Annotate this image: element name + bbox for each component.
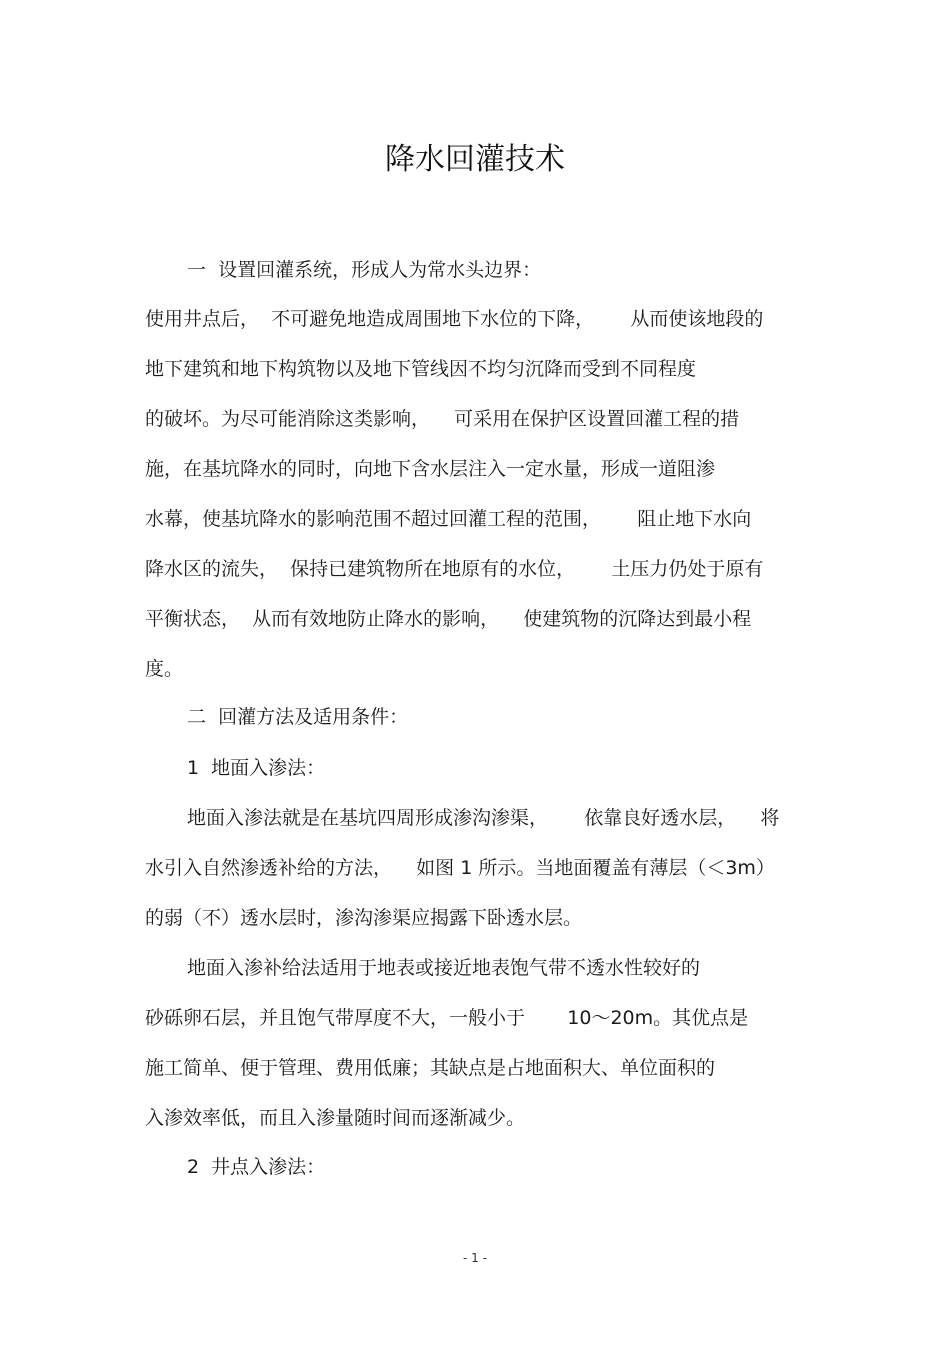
section-heading-1: 一 设置回灌系统，形成人为常水头边界： bbox=[187, 259, 542, 281]
page-number: - 1 - bbox=[463, 1251, 487, 1265]
paragraph-line: 地面入渗法就是在基坑四周形成渗沟渗渠， 依靠良好透水层， 将 bbox=[187, 807, 780, 829]
paragraph-line: 施，在基坑降水的同时，向地下含水层注入一定水量，形成一道阻渗 bbox=[145, 458, 716, 480]
section-heading-2: 二 回灌方法及适用条件： bbox=[187, 706, 409, 728]
paragraph-line: 的破坏。为尽可能消除这类影响， 可采用在保护区设置回灌工程的措 bbox=[145, 408, 740, 430]
paragraph-line: 施工简单、便于管理、费用低廉；其缺点是占地面积大、单位面积的 bbox=[145, 1057, 716, 1079]
paragraph-line: 砂砾卵石层，并且饱气带厚度不大，一般小于 10～20m。其优点是 bbox=[145, 1007, 749, 1029]
paragraph-line: 入渗效率低，而且入渗量随时间而逐渐减少。 bbox=[145, 1107, 526, 1129]
paragraph-line: 地下建筑和地下构筑物以及地下管线因不均匀沉降而受到不同程度 bbox=[145, 358, 697, 380]
paragraph-line: 水幕，使基坑降水的影响范围不超过回灌工程的范围， 阻止地下水向 bbox=[145, 508, 752, 530]
paragraph-line: 的弱（不）透水层时，渗沟渗渠应揭露下卧透水层。 bbox=[145, 907, 583, 929]
paragraph-line: 使用井点后， 不可避免地造成周围地下水位的下降， 从而使该地段的 bbox=[145, 308, 764, 330]
subsection-heading-1: 1 地面入渗法： bbox=[187, 757, 326, 779]
document-title: 降水回灌技术 bbox=[385, 142, 565, 177]
paragraph-line: 平衡状态， 从而有效地防止降水的影响， 使建筑物的沉降达到最小程 bbox=[145, 608, 752, 630]
paragraph-line: 地面入渗补给法适用于地表或接近地表饱气带不透水性较好的 bbox=[187, 957, 701, 979]
paragraph-line: 水引入自然渗透补给的方法， 如图 1 所示。当地面覆盖有薄层（＜3m） bbox=[145, 857, 775, 879]
subsection-heading-2: 2 井点入渗法： bbox=[187, 1156, 326, 1178]
paragraph-line: 度。 bbox=[145, 658, 184, 680]
paragraph-line: 降水区的流失， 保持已建筑物所在地原有的水位， 土压力仍处于原有 bbox=[145, 558, 764, 580]
